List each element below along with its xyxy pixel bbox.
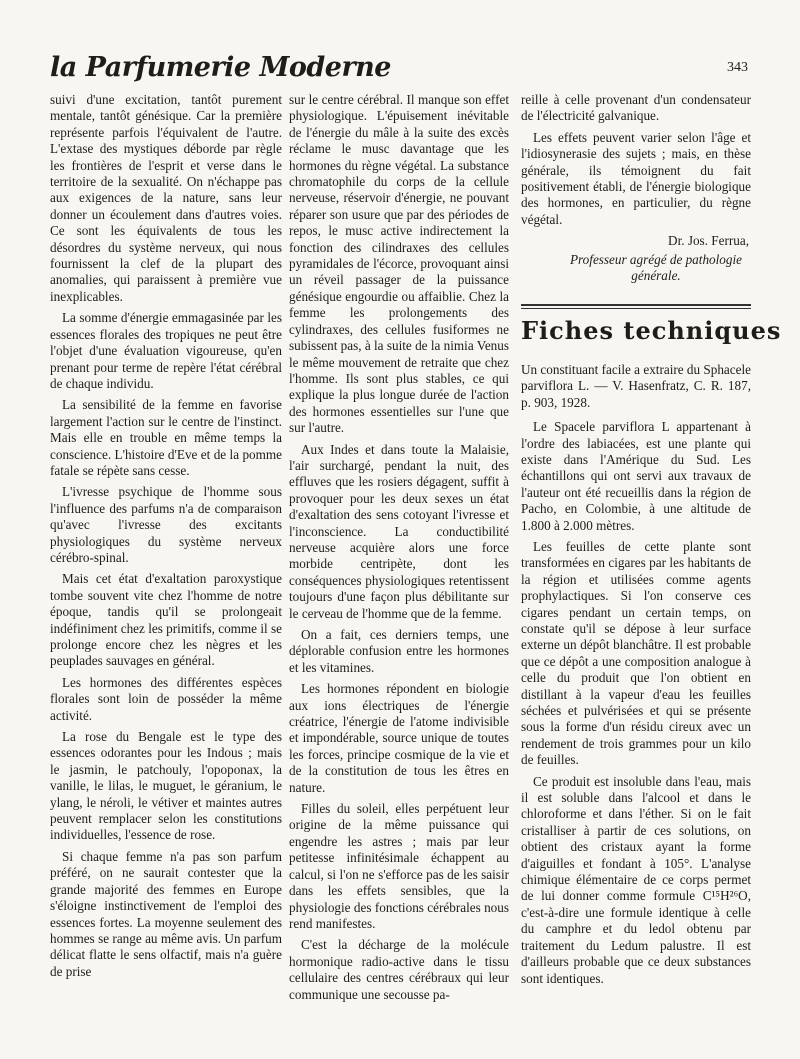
paragraph: Aux Indes et dans toute la Malaisie, l'air surchargé, pendant la nuit, des effluves que les rosiers dégagent, suffit à provoquer pour les deux sexes un état d'exaltation des sens cotoyant l'ivresse et l'inconscience. La conductibilité nerveuse acquière alors une force morbide centripète, dont les conséquences physiologiques retentissent toujours d'une façon plus débilitante sur le cerveau de l'homme que de la femme. (289, 441, 509, 621)
paragraph: La somme d'énergie emmagasinée par les essences florales des tropiques ne peut être l'objet d'une évaluation vigoureuse, qu'en prenant pour terme de repère l'état cérébral de chaque individu. (50, 310, 282, 391)
paragraph: Mais cet état d'exaltation paroxystique tombe souvent vite chez l'homme de notre époque, tandis qu'il se prolongeait indéfiniment chez les primitifs, comme il se prolonge encore chez les nègres et les peuplades sauvages en général. (50, 571, 282, 669)
column-1 (50, 92, 282, 985)
column-3 (521, 92, 782, 992)
paragraph: L'ivresse psychique de l'homme sous l'influence des parfums n'a de comparaison qu'avec l'ivresse des excitants physiologiques du système nerveux cérébro-spinal. (50, 484, 282, 565)
page-number: 343 (727, 60, 748, 75)
paragraph: Les hormones des différentes espèces florales sont loin de posséder la même activité. (50, 674, 282, 723)
masthead-logo: la Parfumerie Moderne (50, 52, 391, 83)
section-divider (521, 304, 751, 309)
column-2 (289, 92, 509, 1008)
paragraph: Le Spacele parviflora L appartenant à l'ordre des labiacées, est une plante qui existe dans l'Amérique du Sud. Les échantillons qui ont servi aux travaux de l'auteur ont été recueillis dans la région de Pacho, en Colombie, à une altitude de 1.800 à 2.000 mètres. (521, 419, 751, 533)
paragraph: sur le centre cérébral. Il manque son effet physiologique. L'épuisement inévitable de l'énergie du mâle à la suite des excès réclame le musc davantage que les hormones du règne végétal. La substance chromatophile du corps de la cellule nerveuse, réservoir d'énergie, ne pouvant réparer son usure que par des périodes de repos, le musc active indirectement la fonction des cilindraxes des cellules pyramidales de l'écorce, provoquant ainsi un réveil passager de la puissance génésique engourdie ou affaiblie. Chez la femme les prolongements des cylindraxes, des cellules fusiformes ne subissent pas, à la suite de la nimia Venus le même mouvement de retraite que chez l'homme. Ils sont plus stables, ce qui explique la plus longue durée de l'action des hormones essentielles sur l'une que sur l'autre. (289, 92, 509, 436)
paragraph: Si chaque femme n'a pas son parfum préféré, on ne saurait contester que la grande majorité des femmes en Europe s'éloigne instinctivement de l'emploi des essences fortes. La moyenne seulement des hommes se range au même avis. Un parfum délicat flatte le sens olfactif, mais n'a guère de prise (50, 848, 282, 979)
paragraph: Filles du soleil, elles perpétuent leur origine de la même puissance qui engendre les astres ; mais par leur petitesse infinitésimale échappent au calcul, si l'on ne s'efforce pas de les saisir dans les effets sensibles, que la physiologie des fonctions cérébrales nous rend manifestes. (289, 801, 509, 931)
author-credential: Professeur agrégé de pathologie générale. (569, 251, 743, 284)
article-heading: Un constituant facile a extraire du Sphacele parviflora L. — V. Hasenfratz, C. R. 187, p. 903, 1928. (521, 361, 751, 410)
paragraph: On a fait, ces derniers temps, une déplorable confusion entre les hormones et les vitamines. (289, 627, 509, 675)
paragraph: Ce produit est insoluble dans l'eau, mais il est soluble dans l'alcool et dans le chloroforme et dans l'éther. Si on le fait cristalliser à partir de ces solutions, on obtient des cristaux ayant la forme d'aiguilles et fondant à 105°. L'analyse chimique élémentaire de ce corps permet de lui donner comme formule C¹⁵H²⁶O, c'est-à-dire une formule identique à celle du camphre et du ledol obtenu par traitement du Ledum palustre. Il est d'ailleurs probable que ce deux substances sont identiques. (521, 773, 751, 986)
paragraph: reille à celle provenant d'un condensateur de l'électricité galvanique. (521, 92, 751, 124)
paragraph: C'est la décharge de la molécule hormonique radio-active dans le tissu cellulaire des centres cérébraux qui leur communique une secousse pa- (289, 937, 509, 1002)
paragraph: La rose du Bengale est le type des essences odorantes pour les Indous ; mais le jasmin, le patchouly, l'opoponax, la vanille, le lilas, le muguet, le géranium, le ylang, le néroli, le vétiver et maintes autres peuvent remplacer selon les constitutions individuelles, l'essence de rose. (50, 729, 282, 843)
paragraph: Les effets peuvent varier selon l'âge et l'idiosynerasie des sujets ; mais, en thèse générale, ils témoignent du fait positivement établi, de l'énergie biologique des hormones, en particulier, du règne végétal. (521, 129, 751, 227)
paragraph: La sensibilité de la femme en favorise largement l'action sur le centre de l'instinct. Mais elle en trouble en même temps la conscience. L'histoire d'Eve et de la pomme fatale se répète sans cesse. (50, 397, 282, 478)
paragraph: Les hormones répondent en biologie aux ions électriques de l'énergie créatrice, l'énergie de l'atome indivisible et impondérable, source unique de toutes les forces, principe cosmique de la vie et de la constitution de tous les êtres en nature. (289, 681, 509, 795)
section-title: Fiches techniques (521, 316, 782, 346)
paragraph: Les feuilles de cette plante sont transformées en cigares par les habitants de la région et utilisées comme agents prophylactiques. Si l'on conserve ces cigares pendant un certain temps, on constate qu'il se dépose à leur surface externe un dépôt blanchâtre. Il est probable que ce dépôt a une composition analogue à celle du produit que l'on obtient en distillant à la vapeur d'eau les feuilles séchées et pulvérisées et qui se présente sous la forme d'un résidu cireux avec un rendement de trois grammes pour un kilo de feuilles. (521, 538, 751, 768)
paragraph: suivi d'une excitation, tantôt purement mentale, tantôt génésique. Car la première représente parfois l'équivalent de l'autre. L'extase des mystiques déborde par règle les frontières de l'esprit et verse dans le territoire de la sexualité. On n'échappe pas aux exigences de la nature, sans leur donner un écoulement dans d'autres voies. Ce sont les équivalents de tous les désordres du système nerveux, qui nous fournissent la clef de la plupart des anomalies, qui paraissent à première vue inexplicables. (50, 92, 282, 304)
author-signature: Dr. Jos. Ferrua, (668, 233, 749, 249)
